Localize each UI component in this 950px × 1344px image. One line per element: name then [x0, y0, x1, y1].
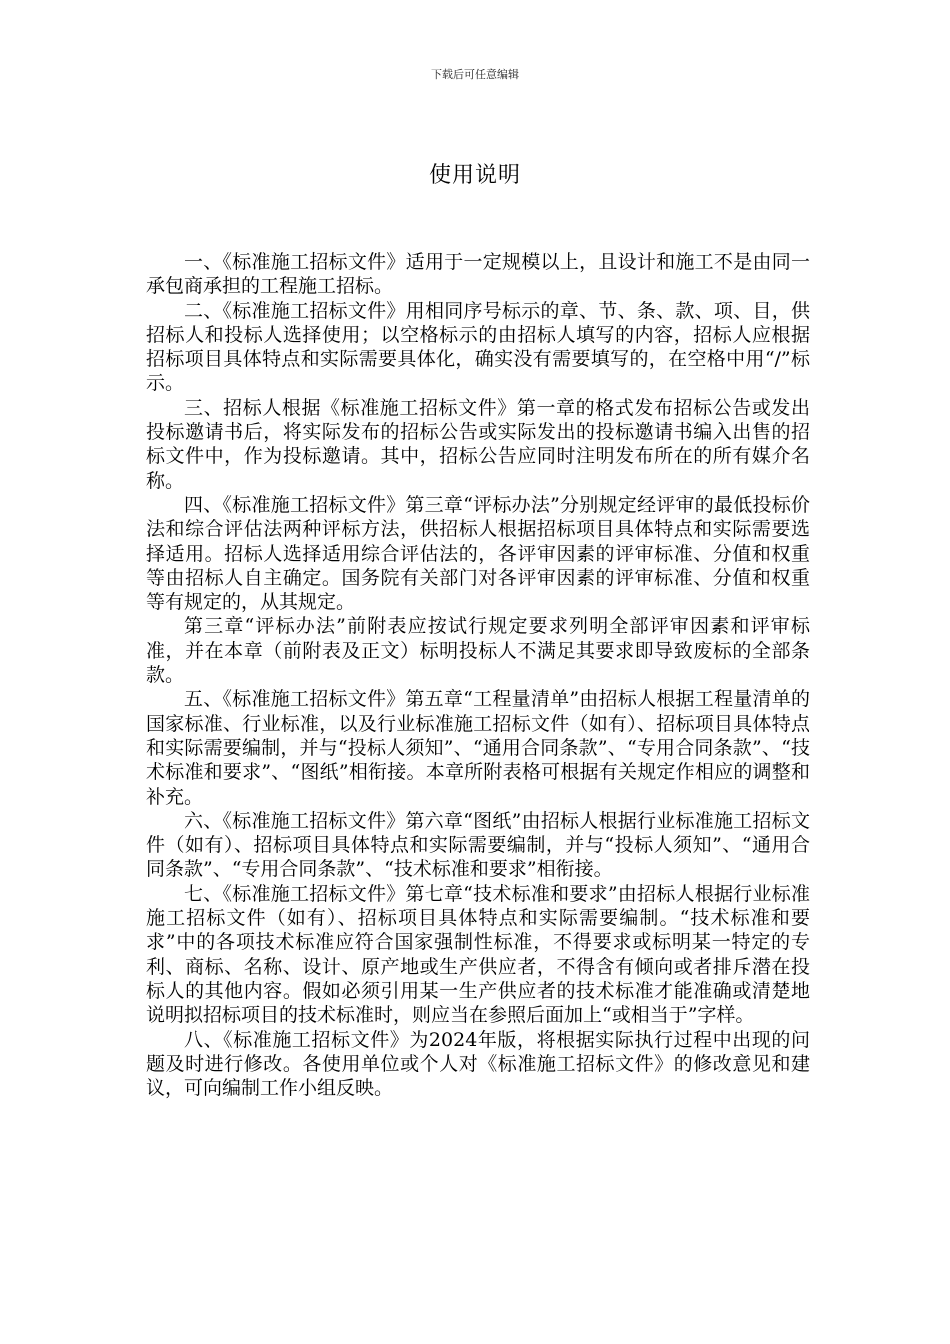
paragraph-4-note: 第三章“评标办法”前附表应按试行规定要求列明全部评审因素和评审标准，并在本章（前附表及正文）标明投标人不满足其要求即导致废标的全部条款。 [146, 615, 810, 687]
paragraph-4: 四、《标准施工招标文件》第三章“评标办法”分别规定经评审的最低投标价法和综合评估法两种评标方法，供招标人根据招标项目具体特点和实际需要选择适用。招标人选择适用综合评估法的，各评审因素的评审标准、分值和权重等由招标人自主确定。国务院有关部门对各评审因素的评审标准、分值和权重等有规定的，从其规定。 [146, 493, 810, 614]
paragraph-5: 五、《标准施工招标文件》第五章“工程量清单”由招标人根据工程量清单的国家标准、行业标准，以及行业标准施工招标文件（如有）、招标项目具体特点和实际需要编制，并与“投标人须知”、“通用合同条款”、“专用合同条款”、“技术标准和要求”、“图纸”相衔接。本章所附表格可根据有关规定作相应的调整和补充。 [146, 688, 810, 808]
paragraph-1: 一、《标准施工招标文件》适用于一定规模以上，且设计和施工不是由同一承包商承担的工程施工招标。 [146, 251, 810, 298]
header-note: 下载后可任意编辑 [431, 68, 519, 81]
paragraph-7: 七、《标准施工招标文件》第七章“技术标准和要求”由招标人根据行业标准施工招标文件（如有）、招标项目具体特点和实际需要编制。“技术标准和要求”中的各项技术标准应符合国家强制性标准，不得要求或标明某一特定的专利、商标、名称、设计、原产地或生产供应者，不得含有倾向或者排斥潜在投标人的其他内容。假如必须引用某一生产供应者的技术标准才能准确或清楚地说明拟招标项目的技术标准时，则应当在参照后面加上“或相当于”字样。 [146, 882, 810, 1027]
paragraph-2: 二、《标准施工招标文件》用相同序号标示的章、节、条、款、项、目，供招标人和投标人选择使用；以空格标示的由招标人填写的内容，招标人应根据招标项目具体特点和实际需要具体化，确实没有需要填写的，在空格中用“/”标示。 [146, 299, 810, 395]
paragraph-3: 三、招标人根据《标准施工招标文件》第一章的格式发布招标公告或发出投标邀请书后，将实际发布的招标公告或实际发出的投标邀请书编入出售的招标文件中，作为投标邀请。其中，招标公告应同时注明发布所在的所有媒介名称。 [146, 396, 810, 492]
page-title: 使用说明 [428, 163, 521, 188]
paragraph-6: 六、《标准施工招标文件》第六章“图纸”由招标人根据行业标准施工招标文件（如有）、招标项目具体特点和实际需要编制，并与“投标人须知”、“通用合同条款”、“专用合同条款”、“技术标准和要求”相衔接。 [146, 809, 810, 881]
paragraph-8: 八、《标准施工招标文件》为2024年版，将根据实际执行过程中出现的问题及时进行修改。各使用单位或个人对《标准施工招标文件》的修改意见和建议，可向编制工作小组反映。 [146, 1028, 810, 1100]
document-body [146, 250, 810, 1100]
